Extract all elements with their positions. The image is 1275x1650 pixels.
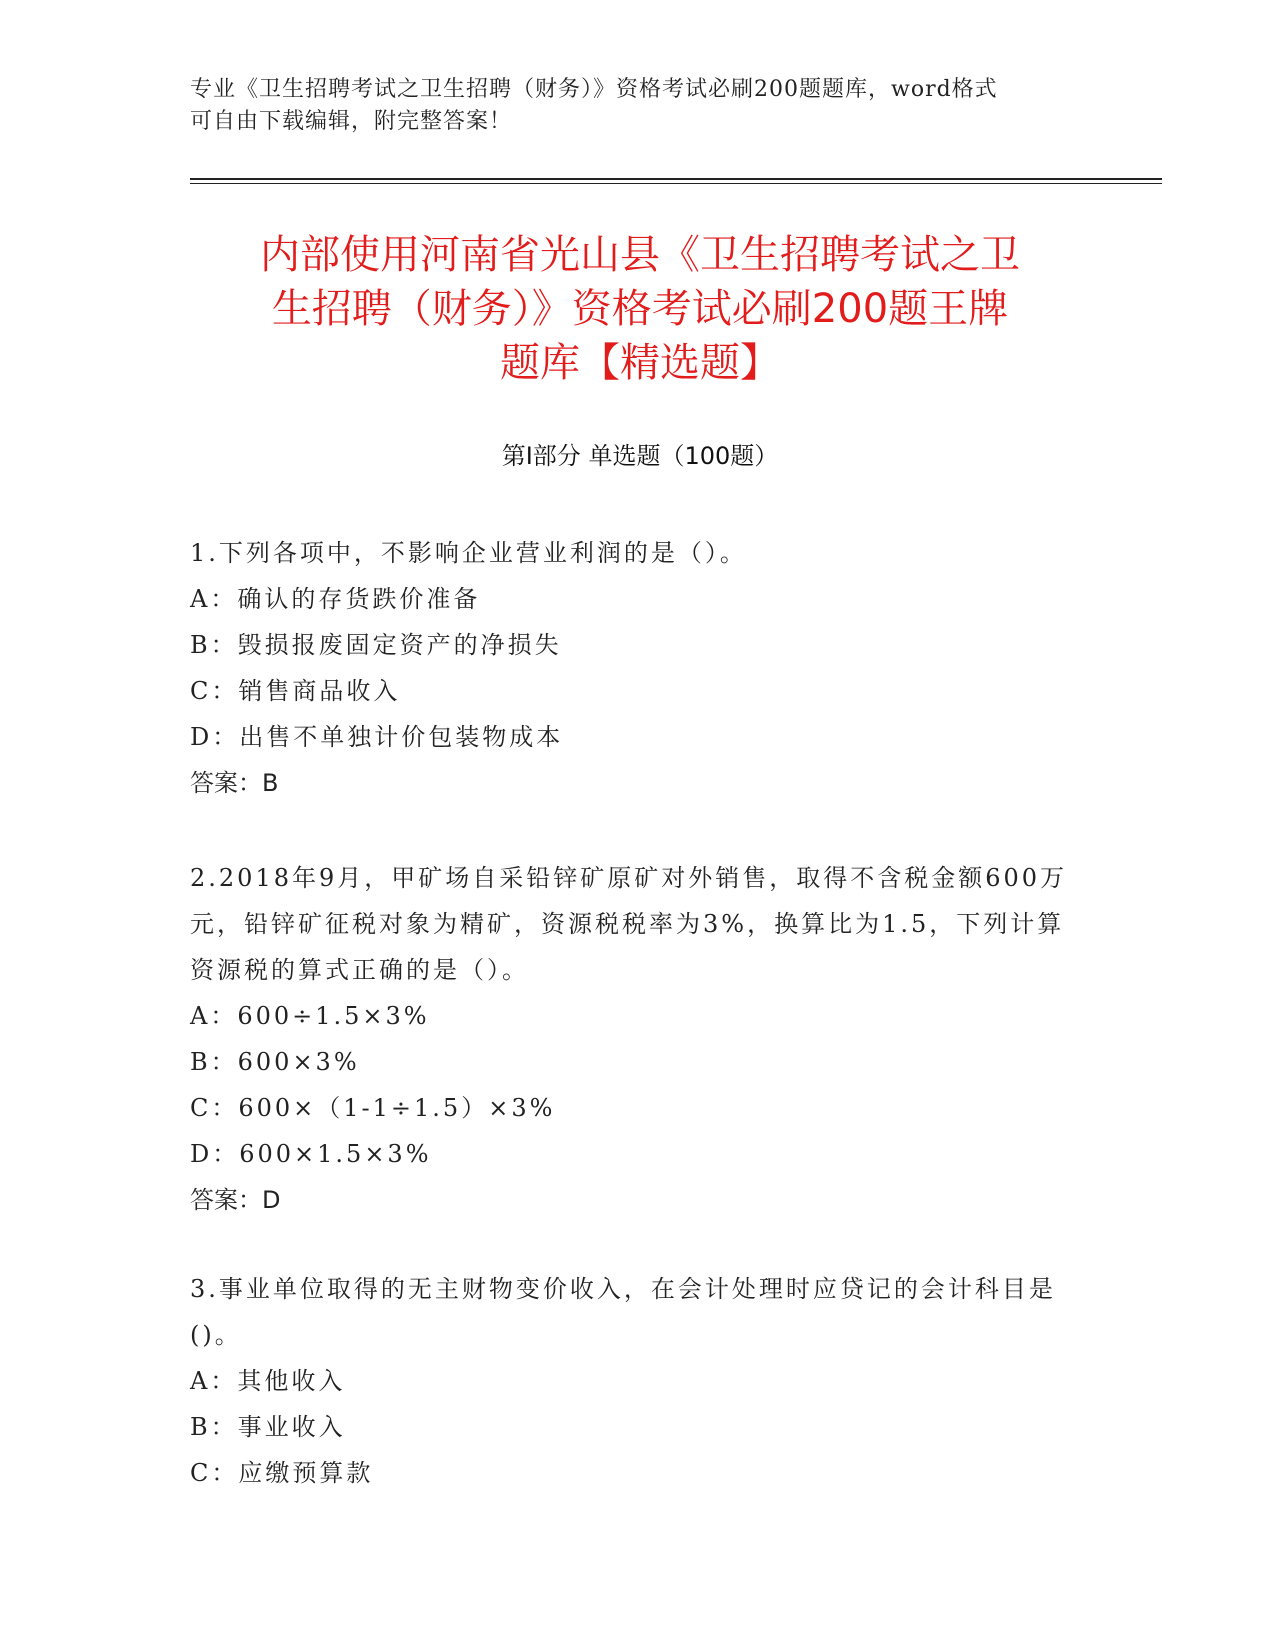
question-3 bbox=[190, 1266, 1070, 1496]
header-line-2: 可自由下载编辑，附完整答案！ bbox=[190, 109, 513, 134]
answer: 答案：D bbox=[190, 1186, 281, 1214]
title-line-1: 内部使用河南省光山县《卫生招聘考试之卫 bbox=[260, 232, 1020, 278]
header-divider-thin bbox=[190, 183, 1162, 184]
option-d: D：出售不单独计价包装物成本 bbox=[190, 723, 564, 751]
question-1 bbox=[190, 530, 1070, 806]
title-line-2: 生招聘（财务）》资格考试必刷200题王牌 bbox=[271, 286, 1009, 332]
answer: 答案：B bbox=[190, 769, 279, 797]
option-c: C：销售商品收入 bbox=[190, 677, 401, 705]
question-stem: 2.2018年9月，甲矿场自采铅锌矿原矿对外销售，取得不含税金额600万元，铅锌矿征税对象为精矿，资源税税率为3%，换算比为1.5，下列计算资源税的算式正确的是（）。 bbox=[190, 864, 1068, 984]
option-c: C：600×（1-1÷1.5）×3% bbox=[190, 1094, 556, 1122]
option-b: B：事业收入 bbox=[190, 1413, 346, 1441]
page-header bbox=[190, 74, 1090, 138]
option-b: B：毁损报废固定资产的净损失 bbox=[190, 631, 562, 659]
option-a: A：其他收入 bbox=[190, 1367, 346, 1395]
question-stem: 3.事业单位取得的无主财物变价收入，在会计处理时应贷记的会计科目是()。 bbox=[190, 1275, 1056, 1349]
question-2 bbox=[190, 855, 1070, 1223]
option-d: D：600×1.5×3% bbox=[190, 1140, 432, 1168]
option-c: C：应缴预算款 bbox=[190, 1459, 374, 1487]
document-title bbox=[190, 228, 1090, 390]
option-a: A：600÷1.5×3% bbox=[190, 1002, 430, 1030]
option-b: B：600×3% bbox=[190, 1048, 360, 1076]
option-a: A：确认的存货跌价准备 bbox=[190, 585, 481, 613]
title-line-3: 题库【精选题】 bbox=[500, 340, 780, 386]
section-heading: 第Ⅰ部分 单选题（100题） bbox=[501, 442, 779, 470]
question-stem: 1.下列各项中，不影响企业营业利润的是（）。 bbox=[190, 539, 747, 567]
header-line-1: 专业《卫生招聘考试之卫生招聘（财务）》资格考试必刷200题题库，word格式 bbox=[190, 77, 998, 102]
header-divider-thick bbox=[190, 178, 1162, 180]
